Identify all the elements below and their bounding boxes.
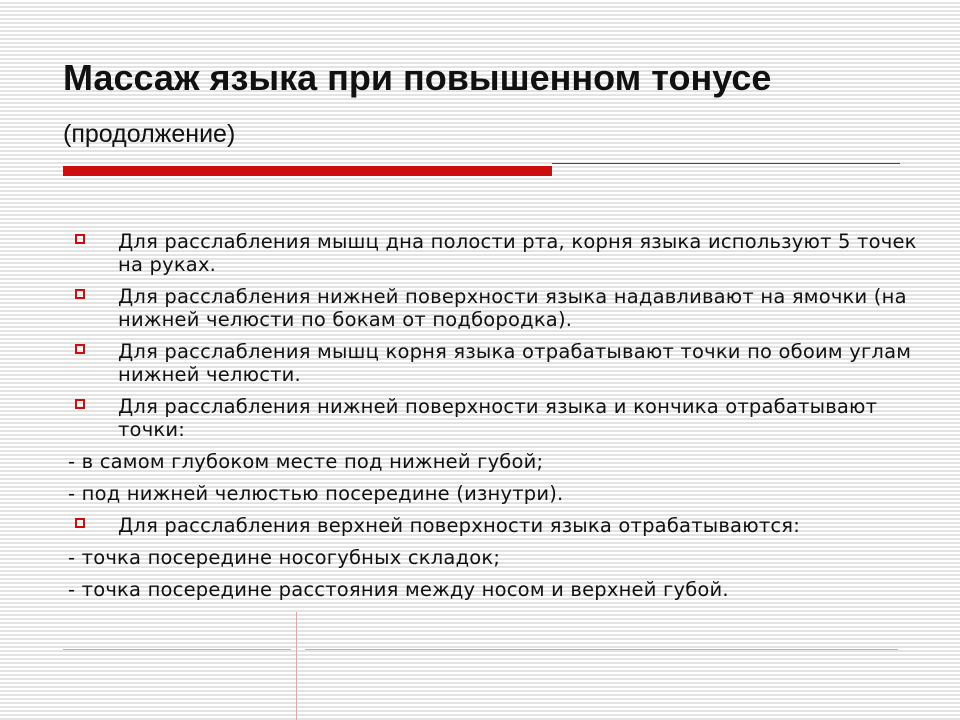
title-main: Массаж языка при повышенном тонусе xyxy=(63,57,772,98)
list-item-text: Для расслабления мышц дна полости рта, корня языка используют 5 точек на руках. xyxy=(118,230,917,276)
checkbox-icon xyxy=(75,399,85,409)
footer-divider-right xyxy=(305,649,898,650)
list-subitem xyxy=(68,546,928,569)
list-subitem-text: - в самом глубоком месте под нижней губой; xyxy=(68,450,544,473)
content-list xyxy=(68,230,928,610)
checkbox-icon xyxy=(75,289,85,299)
checkbox-icon xyxy=(75,518,85,528)
list-item-text: Для расслабления мышц корня языка отрабатывают точки по обоим углам нижней челюсти. xyxy=(118,340,912,386)
list-subitem-text: - точка посередине носогубных складок; xyxy=(68,546,501,569)
list-subitem xyxy=(68,578,928,601)
footer-vertical-divider xyxy=(296,612,297,720)
list-subitem-text: - точка посередине расстояния между носом и верхней губой. xyxy=(68,578,729,601)
list-subitem xyxy=(68,450,928,473)
checkbox-icon xyxy=(75,234,85,244)
slide-title xyxy=(63,52,903,160)
footer-divider-left xyxy=(63,649,291,650)
list-item xyxy=(68,285,928,331)
title-suffix: (продолжение) xyxy=(63,120,236,148)
list-item-text: Для расслабления нижней поверхности языка надавливают на ямочки (на нижней челюсти по бокам от подбородка). xyxy=(118,285,907,331)
list-item xyxy=(68,230,928,276)
list-subitem xyxy=(68,482,928,505)
checkbox-icon xyxy=(75,344,85,354)
list-item-text: Для расслабления нижней поверхности языка и кончика отрабатывают точки: xyxy=(118,395,878,441)
title-underline-thick xyxy=(63,166,552,176)
list-item xyxy=(68,340,928,386)
list-item xyxy=(68,514,928,537)
list-item xyxy=(68,395,928,441)
title-underline-thin xyxy=(552,163,900,164)
list-item-text: Для расслабления верхней поверхности языка отрабатываются: xyxy=(118,514,800,537)
list-subitem-text: - под нижней челюстью посередине (изнутри). xyxy=(68,482,564,505)
